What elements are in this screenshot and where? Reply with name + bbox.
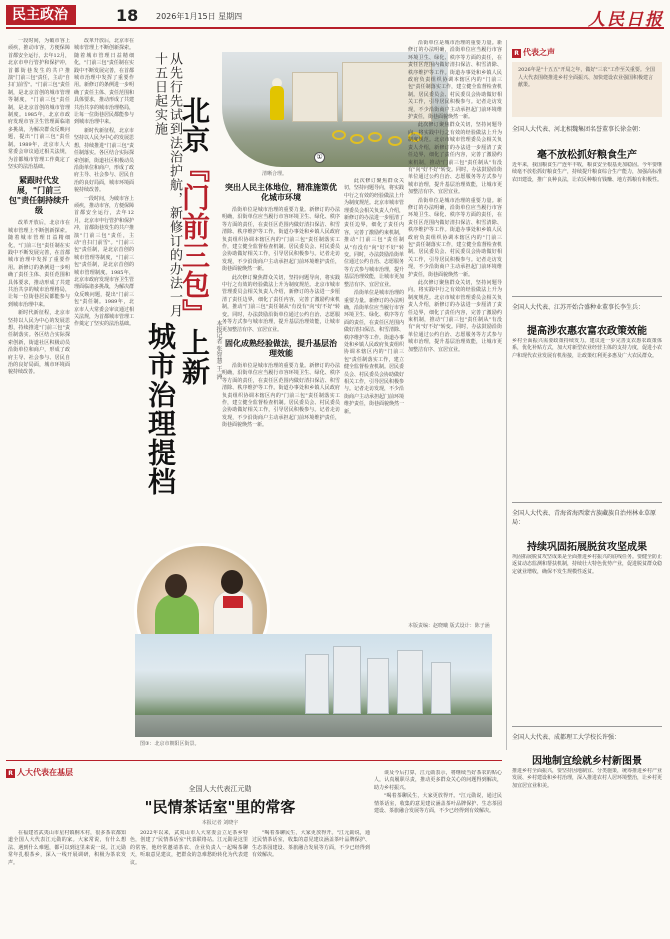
editor-credit: 本版责编：赵晓曦 版式设计：陈子涵 [408,623,490,629]
sidebar-text-1: 近年来，我国粮食生产连年丰收，粮食安全根基更加稳固。今年要继续毫不放松抓好粮食生产，持续提升粮食综合生产能力，加强高标准农田建设，推广良种良法，让农民种粮有钱赚、地方抓粮有积极性。 [512,162,662,183]
article-paragraph-7: 此次修订聚焦群众关切，坚持问题导向，将实践中行之有效的经验做法上升为制度规范。北京市城市管理委员会相关负责人介绍，新修订的办法进一步厘清了责任边界，细化了责任内容，完善了激励约束机制，推动"门前三包"责任制从"有没有"向"好不好"转变。同时，办法鼓励沿街单位通过公约自治、志愿服务等方式参与城市治理，提升基层治理效能，让城市更加整洁有序、宜居宜业。 [408,122,502,196]
bottom-column-1 [8,830,126,934]
article-paragraph-6: 沿街单位是城市治理的重要力量。新修订的办法明确，沿街单位应当履行市容环境卫生、绿化、秩序等方面的责任，在责任区范围内做好清扫保洁、积雪清除、秩序维护等工作。街道办事处和乡镇人民政府负责组织协调本辖区内的"门前三包"责任制落实工作，建立健全监督检查机制。居民委员会、村民委员会协助做好相关工作，引导居民积极参与。记者走访发现，不少沿街商户主动承担起门前环境维护责任，街巷面貌焕然一新。 [408,40,502,121]
lead-paragraph: 一段时间，为破市容上顽疾，推动市容，方便保障首都安全运行，去年12月，北京市申行管护和保护冲，首都街巷发生的共户推演"门前三包"责任，主动"自扫门前雪"。"门前三包"责任制，是北京首创的城市管理等制度，"门前三包"责任制，是北京首创的城市管理制度。1985年，北京市政府发现市容卫生管理面临诸多挑战，为解决群众反映问题，提出"门前三包"责任制。1989年，北京市人大常委会审议通过相关法规，为首都城市管理工作奠定了坚实的法治基础。 [8,38,70,170]
bottom-byline: 本报记者 刘晓宇 [201,820,239,826]
bottom-paragraph-5: "喝着茶聊民生，大家更放得开。"江元勋说，通过民情茶话室，收集的意见建议涵盖茶叶品牌保护、生态茶园建设、茶旅融合发展等方面，不少已经得到有效解决。 [374,793,502,815]
feature-headline-2: 城市治理提档 [144,322,177,496]
subhead-1: 紧跟时代发展，"门前三包"责任制持续升级 [8,176,70,216]
article-paragraph-8: 沿街单位是城市治理的重要力量。新修订的办法明确，沿街单位应当履行市容环境卫生、绿化、秩序等方面的责任，在责任区范围内做好清扫保洁、积雪清除、秩序维护等工作。街道办事处和乡镇人民政府负责组织协调本辖区内的"门前三包"责任制落实工作，建立健全监督检查机制。居民委员会、村民委员会协助做好相关工作，引导居民积极参与。记者走访发现，不少沿街商户主动承担起门前环境维护责任，街巷面貌焕然一新。 [408,197,502,278]
sidebar-divider-2 [512,502,662,503]
article-paragraph-1: 沿街单位是城市治理的重要力量。新修订的办法明确，沿街单位应当履行市容环境卫生、绿化、秩序等方面的责任，在责任区范围内做好清扫保洁、积雪清除、秩序维护等工作。街道办事处和乡镇人民政府负责组织协调本辖区内的"门前三包"责任制落实工作，建立健全监督检查机制。居民委员会、村民委员会协助做好相关工作，引导居民积极参与。记者走访发现，不少沿街商户主动承担起门前环境维护责任，街巷面貌焕然一新。 [222,207,340,273]
bottom-column-3 [252,830,370,934]
bottom-column-2 [130,830,248,934]
sidebar-title-4: 因地制宜绘就乡村新图景 [532,756,642,767]
feature-byline: 本报记者 张智慧 王 洲 [215,320,222,380]
sidebar-tag-label: 代表之声 [523,48,555,57]
page-header [6,5,664,29]
feature-deck: 从先行先试到法治护航，新修订的办法一月十五日起实施 [152,52,182,318]
lead-paragraph-b: 改革开放后，北京市在城市管理上不断创新探索。随着城市管理日益精细化，"门前三包"责任制在实践中不断发展完善，在首都城市治理中发挥了重要作用。新修订的条例进一步明确了责任主体、责任范围和具体要求，推动形成了共建共治共享的城市治理格局，让每一位街巷居民都能参与到城市治理中来。 [74,38,134,126]
page-number: 18 [116,6,139,25]
worker-figure [270,86,284,120]
subhead-2: 突出人民主体地位，精准施策优化城市环境 [225,183,337,202]
sidebar-title-3: 持续巩固拓展脱贫攻坚成果 [527,542,647,553]
subhead-3: 固化成熟经验做法，提升基层治理效能 [225,338,337,358]
bottom-section-tag [6,767,73,778]
sidebar-divider-1 [512,296,662,297]
feature-headline [178,96,210,546]
sidebar-text-4: 推进乡村全面振兴，要坚持因地制宜、分类施策，统筹推进乡村产业发展、乡村建设和乡村治理，深入推进农村人居环境整治，让乡村更加宜居宜业和美。 [512,768,662,789]
photo-3-caption: 图③：北京市朝阳区街景。 [140,741,200,747]
photo-city-street [135,634,492,737]
lead-paragraph-d: 一段时间，为破市容上顽疾，推动市容，方便保障首都安全运行，去年12月，北京市申行管护和保护冲，首都街巷发生的共户推演"门前三包"责任，主动"自扫门前雪"。"门前三包"责任制，是北京首创的城市管理等制度，"门前三包"责任制，是北京首创的城市管理制度。1985年，北京市政府发现市容卫生管理面临诸多挑战，为解决群众反映问题，提出"门前三包"责任制。1989年，北京市人大常委会审议通过相关法规，为首都城市管理工作奠定了坚实的法治基础。 [74,195,134,328]
photo-1-caption: 清晰合理。 [262,171,288,177]
sidebar-title-2: 提高涉农惠农富农政策效能 [527,326,647,337]
column-divider [506,40,507,750]
headline-part-2: 上新 [178,328,211,386]
article-paragraph-4: 此次修订聚焦群众关切，坚持问题导向，将实践中行之有效的经验做法上升为制度规范。北京市城市管理委员会相关负责人介绍，新修订的办法进一步厘清了责任边界，细化了责任内容，完善了激励约束机制，推动"门前三包"责任制从"有没有"向"好不好"转变。同时，办法鼓励沿街单位通过公约自治、志愿服务等方式参与城市治理，提升基层治理效能，让城市更加整洁有序、宜居宜业。 [344,178,404,288]
sidebar-divider-3 [512,726,662,727]
bottom-paragraph-2: 2022年以来，武夷山市人大常委会立足茶乡特色，创建了"民情茶话室"代表联络站。江元勋是这里的常客，他经常邀请茶农、企业负责人一起喝茶聊天，听取意见建议，把群众的急难愁盼转化为代表建议。 [130,830,248,866]
article-column-3 [408,40,502,635]
headline-accent: 『门前三包』 [178,154,211,328]
bottom-column-4 [374,770,502,934]
lead-paragraph-c: 新时代新征程，北京市坚持以人民为中心的发展思想，持续推进"门前三包"责任制落实。各区结合实际探索创新，街道社区积极动员沿街单位和商户，形成了政府主导、社会参与、居民自治的良好局面，城市环境面貌持续改善。 [74,127,134,194]
issue-date: 2026年1月15日 星期四 [156,12,243,21]
photo-1-badge: ① [314,152,325,163]
sidebar-kicker-2: 全国人大代表、江苏开始合盛种业董事长李生兵： [512,304,645,311]
lead-paragraph-2: 改革开放后，北京市在城市管理上不断创新探索。随着城市管理日益精细化，"门前三包"责任制在实践中不断发展完善，在首都城市治理中发挥了重要作用。新修订的条例进一步明确了责任主体、责任范围和具体要求，推动形成了共建共治共享的城市治理格局，让每一位街巷居民都能参与到城市治理中来。 [8,220,70,308]
sidebar-tag [512,47,555,58]
bottom-paragraph-3: "喝着茶聊民生，大家更放得开。"江元勋说，通过民情茶话室，收集的意见建议涵盖茶叶品牌保护、生态茶园建设、茶旅融合发展等方面，不少已经得到有效解决。 [252,830,370,859]
bottom-tag-label: 人大代表在基层 [17,768,73,777]
article-paragraph-9: 此次修订聚焦群众关切，坚持问题导向，将实践中行之有效的经验做法上升为制度规范。北京市城市管理委员会相关负责人介绍，新修订的办法进一步厘清了责任边界，细化了责任内容，完善了激励约束机制，推动"门前三包"责任制从"有没有"向"好不好"转变。同时，办法鼓励沿街单位通过公约自治、志愿服务等方式参与城市治理，提升基层治理效能，让城市更加整洁有序、宜居宜业。 [408,280,502,353]
lead-column-b [74,38,134,743]
bottom-divider [6,760,502,761]
tag-square-icon: R [512,49,521,58]
bottom-tag-square-icon: R [6,769,15,778]
bottom-paragraph-4: 谈及今后打算，江元勋表示，将继续当好茶农的贴心人，认真履职尽责，推动更多群众关心的问题得到解决，助力乡村振兴。 [374,770,502,791]
sidebar-title-1: 毫不放松抓好粮食生产 [537,150,637,161]
bottom-headline: "民情茶话室"里的常客 [144,798,296,816]
article-column-2 [344,178,404,633]
bottom-paragraph-1: 在福建省武夷山市星村镇桐木村，很多茶农都知道全国人大代表江元勋的家。大家常说，有什么想法、遇到什么难题，都可以到这里来说一说。江元勋常年扎根茶乡，深入一线开展调研，积极为茶农发声。 [8,830,126,866]
article-paragraph-3: 沿街单位是城市治理的重要力量。新修订的办法明确，沿街单位应当履行市容环境卫生、绿化、秩序等方面的责任，在责任区范围内做好清扫保洁、积雪清除、秩序维护等工作。街道办事处和乡镇人民政府负责组织协调本辖区内的"门前三包"责任制落实工作，建立健全监督检查机制。居民委员会、村民委员会协助做好相关工作，引导居民积极参与。记者走访发现，不少沿街商户主动承担起门前环境维护责任，街巷面貌焕然一新。 [222,362,340,429]
sidebar-kicker-3: 全国人大代表、青海省海西蒙古族藏族自治州林业草原局： [512,510,657,526]
lead-paragraph-3: 新时代新征程，北京市坚持以人民为中心的发展思想，持续推进"门前三包"责任制落实。各区结合实际探索创新，街道社区积极动员沿街单位和商户，形成了政府主导、社会参与、居民自治的良好局面，城市环境面貌持续改善。 [8,310,70,376]
headline-part-1: 北京 [178,96,211,154]
lead-column [8,38,70,743]
newspaper-logo: 人民日报 [588,10,664,30]
sidebar-kicker-1: 全国人大代表、河北相魏集团名誉董事长徐金朝： [512,126,645,133]
article-paragraph-2: 此次修订聚焦群众关切，坚持问题导向，将实践中行之有效的经验做法上升为制度规范。北京市城市管理委员会相关负责人介绍，新修订的办法进一步厘清了责任边界，细化了责任内容，完善了激励约束机制，推动"门前三包"责任制从"有没有"向"好不好"转变。同时，办法鼓励沿街单位通过公约自治、志愿服务等方式参与城市治理，提升基层治理效能，让城市更加整洁有序、宜居宜业。 [222,274,340,333]
sidebar-text-2: 乡村全面振兴需要政策持续发力。建议进一步完善支农惠农政策体系，优化补贴方式，加大对新型农业经营主体的支持力度，促进小农户和现代农业发展有机衔接，让政策红利更多惠及广大农民群众。 [512,338,662,359]
sidebar-kicker-4: 全国人大代表、成都理工大学校长许强： [512,734,621,741]
article-paragraph-5: 沿街单位是城市治理的重要力量。新修订的办法明确，沿街单位应当履行市容环境卫生、绿化、秩序等方面的责任，在责任区范围内做好清扫保洁、积雪清除、秩序维护等工作。街道办事处和乡镇人民政府负责组织协调本辖区内的"门前三包"责任制落实工作，建立健全监督检查机制。居民委员会、村民委员会协助做好相关工作，引导居民积极参与。记者走访发现，不少沿街商户主动承担起门前环境维护责任，街巷面貌焕然一新。 [344,290,404,415]
bottom-kicker: 全国人大代表江元勋 [188,785,252,793]
sidebar-intro-box: 2026年是"十五五"开局之年，做好"三农"工作至关重要。全国人大代表围绕推进乡村全面振兴、加快建设农业强国积极建言献策。 [512,62,662,117]
section-label: 民主政治 [6,5,76,25]
sidebar-text-3: 巩固拓展脱贫攻坚成果是全面推进乡村振兴的底线任务。要健全防止返贫动态监测和帮扶机制，持续壮大特色优势产业，促进脱贫群众稳定就业增收，确保不发生规模性返贫。 [512,554,662,575]
